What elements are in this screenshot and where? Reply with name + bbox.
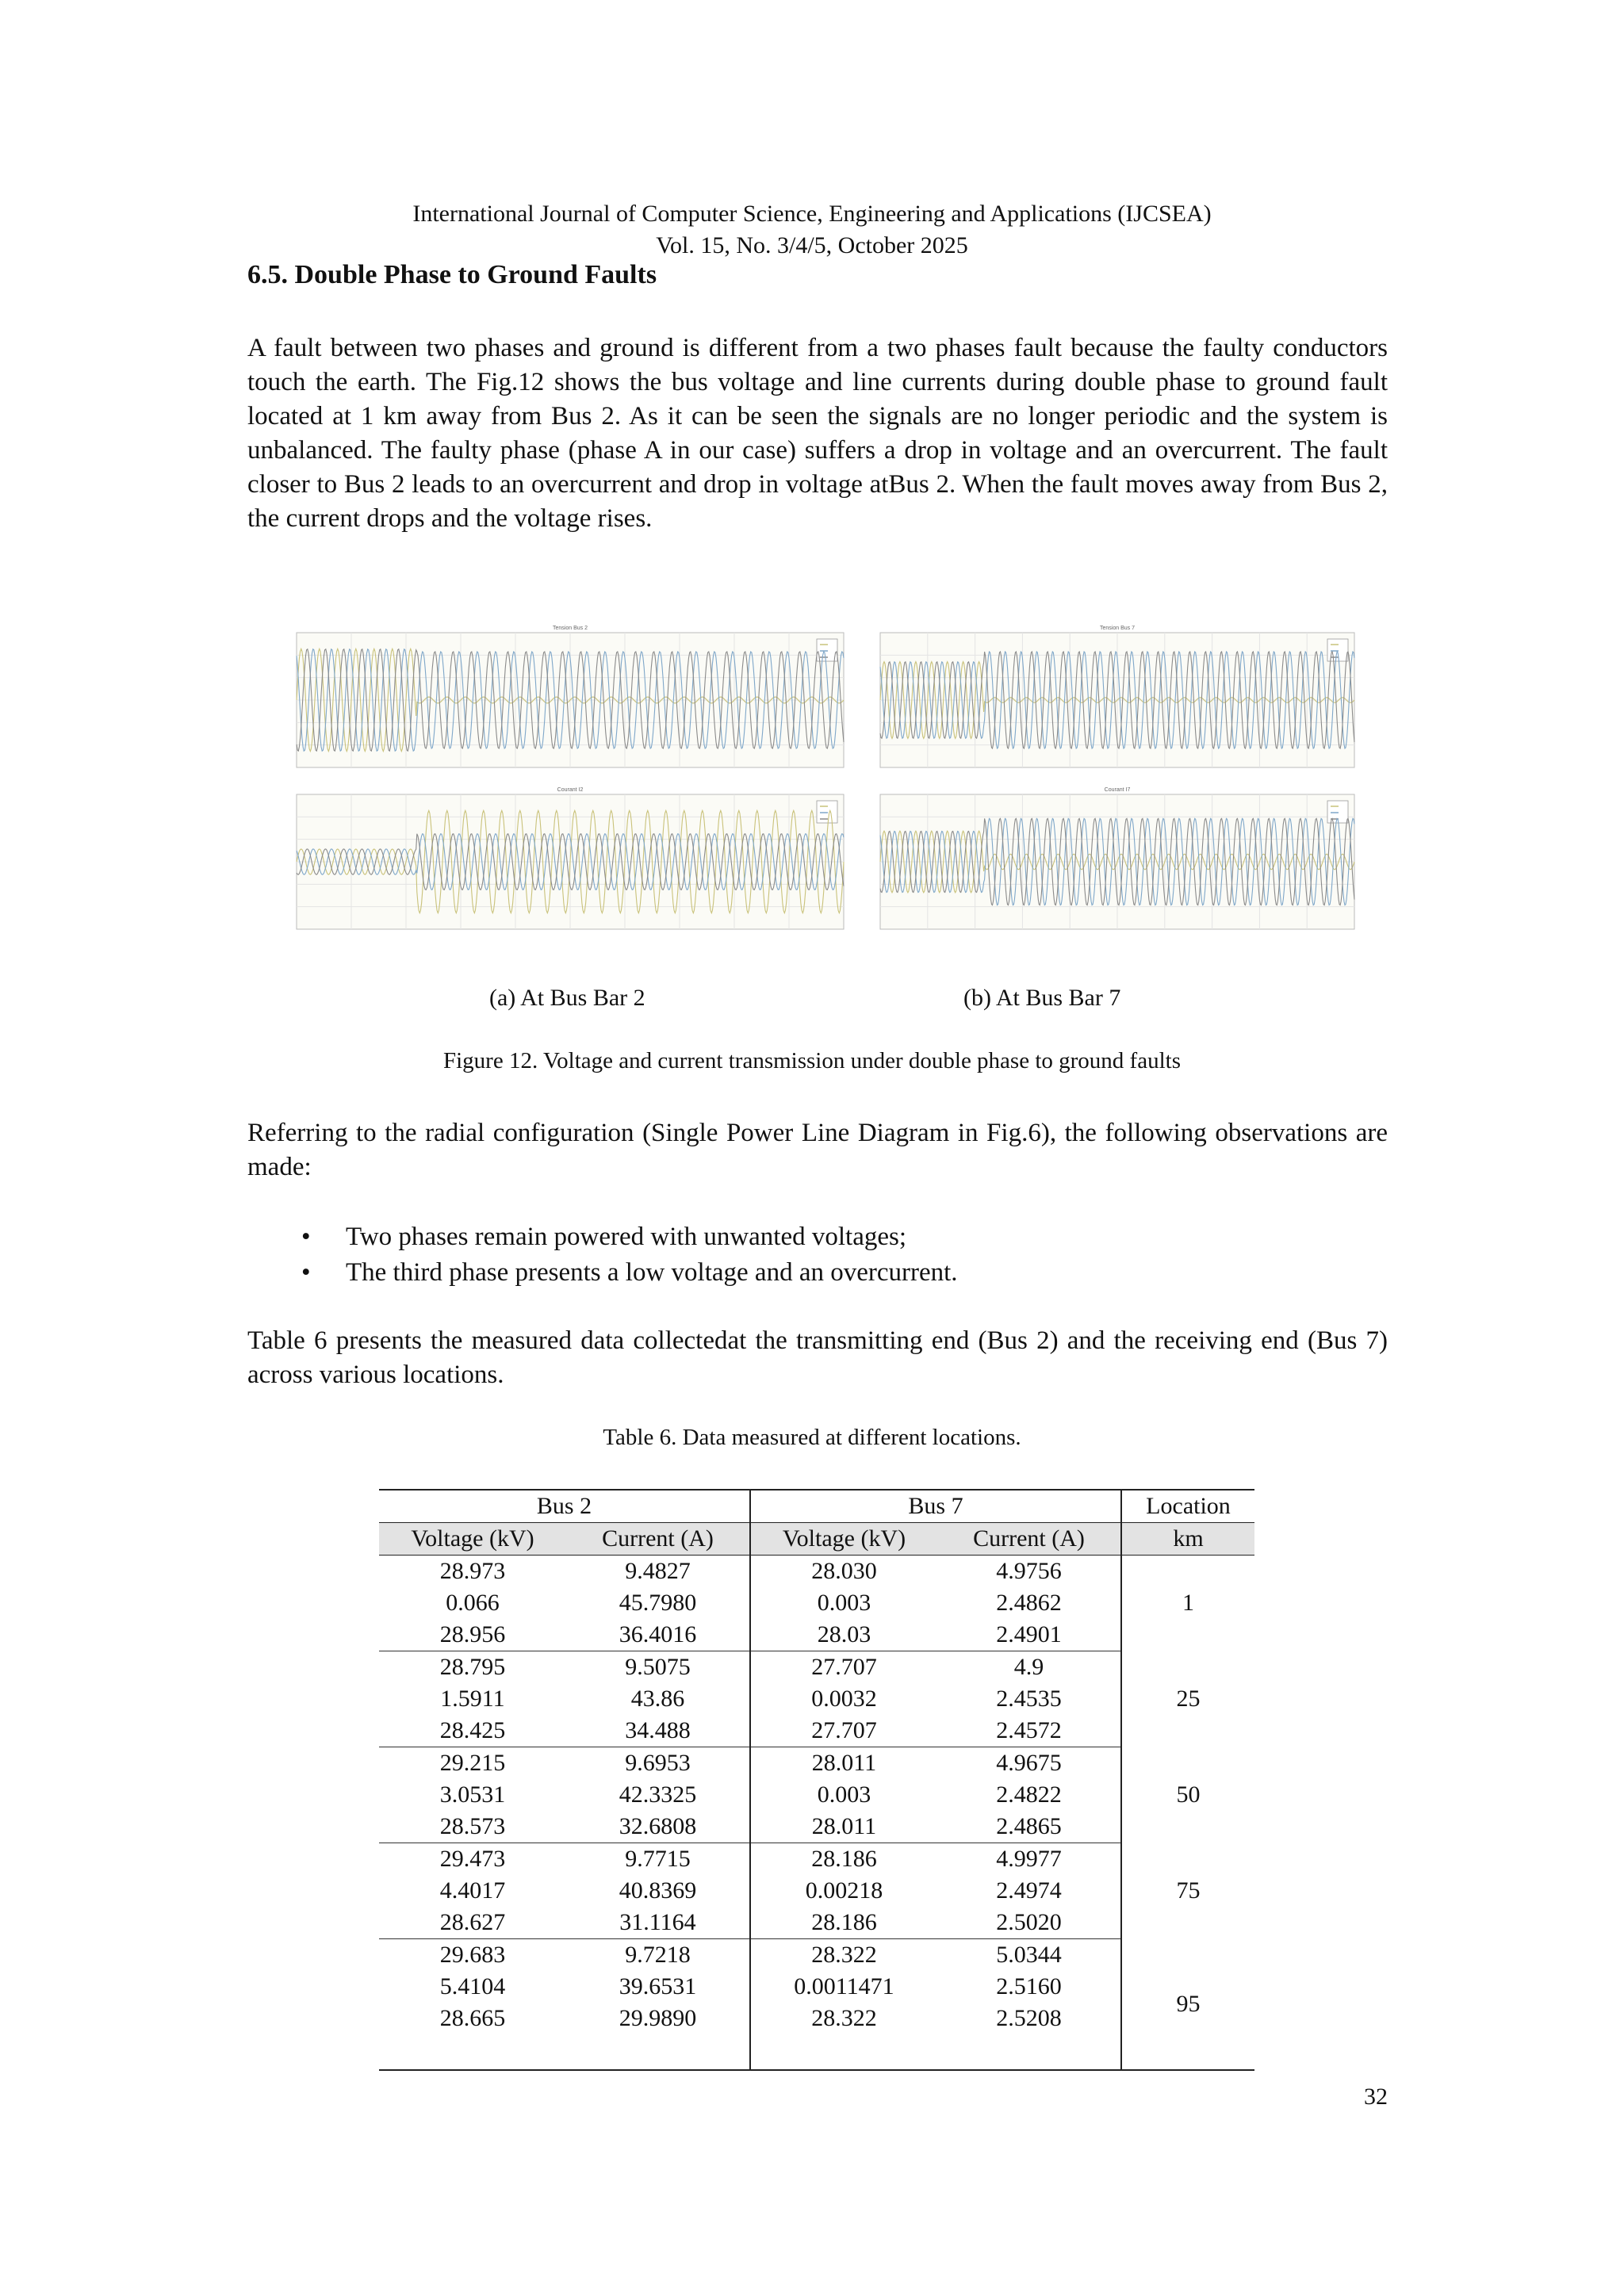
table-cell: 9.6953	[566, 1747, 750, 1780]
table-cell: 9.4827	[566, 1556, 750, 1588]
table-body	[379, 1556, 1254, 2071]
waveform-plot-bus2	[285, 618, 856, 943]
plot-title: Courant I2	[557, 787, 584, 793]
table-group-header-bus7: Bus 7	[750, 1490, 1121, 1523]
table-row	[379, 1747, 1254, 1780]
table-cell: 28.573	[379, 1811, 566, 1843]
figure-caption-b: (b) At Bus Bar 7	[963, 985, 1121, 1011]
table-cell: 9.7715	[566, 1843, 750, 1876]
table-cell: 0.003	[817, 1781, 871, 1808]
table-cell: 0.0011471	[794, 1973, 894, 1999]
table-caption: Table 6. Data measured at different locations.	[603, 1425, 1021, 1450]
table-cell: 4.9756	[937, 1556, 1121, 1588]
table-cell: 2.4901	[937, 1619, 1121, 1651]
page-number: 32	[1364, 2084, 1388, 2110]
table-cell: 31.1164	[566, 1907, 750, 1939]
plot-title: Tension Bus 7	[1100, 626, 1135, 631]
table-subheader: Current (A)	[566, 1523, 750, 1556]
figure-caption: Figure 12. Voltage and current transmission under double phase to ground faults	[443, 1048, 1181, 1073]
table-cell-location: 50	[1176, 1781, 1201, 1808]
table-cell: 1.5911	[440, 1686, 505, 1712]
table-cell: 0.0032	[811, 1686, 877, 1712]
figure-caption-a: (a) At Bus Bar 2	[489, 985, 645, 1011]
table-cell: 29.683	[439, 1942, 506, 1968]
table-cell: 2.5208	[937, 2003, 1121, 2034]
table-cell: 3.0531	[439, 1781, 506, 1808]
table-cell: 0.003	[817, 1590, 871, 1616]
table-cell: 28.322	[811, 1942, 877, 1968]
table-row	[379, 1556, 1254, 1588]
table-cell: 42.3325	[566, 1779, 750, 1811]
table-cell-location: 25	[1176, 1686, 1201, 1712]
table-cell: 40.8369	[566, 1875, 750, 1907]
table-cell: 2.4572	[937, 1715, 1121, 1747]
table-cell: 28.186	[811, 1846, 877, 1872]
table-cell: 28.795	[439, 1654, 506, 1680]
table-cell-location: 75	[1176, 1877, 1201, 1904]
table-cell: 32.6808	[566, 1811, 750, 1843]
table-cell: 28.03	[750, 1619, 937, 1651]
table-cell: 4.9	[937, 1651, 1121, 1684]
observations-list	[301, 1219, 958, 1291]
journal-header-line1: International Journal of Computer Science, Engineering and Applications (IJCSEA)	[412, 201, 1212, 227]
table-cell: 36.4016	[566, 1619, 750, 1651]
table-cell: 28.627	[379, 1907, 566, 1939]
table-cell: 28.186	[750, 1907, 937, 1939]
table-row	[379, 1843, 1254, 1876]
paragraph-table-intro: Table 6 presents the measured data collectedat the transmitting end (Bus 2) and the receiving end (Bus 7) across various locations.	[247, 1326, 1388, 1389]
plot-title: Courant I7	[1104, 787, 1131, 793]
table-cell: 2.4535	[937, 1683, 1121, 1715]
table-cell: 43.86	[566, 1683, 750, 1715]
table-cell: 28.973	[439, 1558, 506, 1584]
plot-voltage-bus7	[880, 626, 1354, 767]
table-cell: 29.9890	[566, 2003, 750, 2034]
table-cell: 28.665	[439, 2005, 506, 2031]
paragraph-fault-description: A fault between two phases and ground is different from a two phases fault because the faulty conductors touch the earth. The Fig.12 shows the bus voltage and line currents during double phase to ground fault located at 1 km away from Bus 2. As it can be seen the signals are no longer periodic and the system is unbalanced. The faulty phase (phase A in our case) suffers a drop in voltage and an overcurrent. The fault closer to Bus 2 leads to an overcurrent and drop in voltage atBus 2. When the fault moves away from Bus 2, the current drops and the voltage rises.	[247, 334, 1388, 533]
table-cell: 29.215	[439, 1750, 506, 1776]
table-group-header-bus2: Bus 2	[379, 1490, 750, 1523]
table-cell: 45.7980	[566, 1587, 750, 1619]
table-cell: 27.707	[811, 1654, 877, 1680]
journal-header-line2: Vol. 15, No. 3/4/5, October 2025	[656, 232, 968, 258]
table-cell: 28.011	[811, 1750, 877, 1776]
table-cell: 34.488	[566, 1715, 750, 1747]
table-cell: 5.4104	[439, 1973, 506, 1999]
waveform-plot-bus7	[872, 618, 1364, 943]
plot-legend	[817, 801, 837, 823]
table-cell: 2.5020	[937, 1907, 1121, 1939]
table-row	[379, 1651, 1254, 1684]
list-item: • The third phase presents a low voltage and an overcurrent.	[301, 1255, 958, 1291]
table-cell: 4.4017	[439, 1877, 506, 1904]
table-cell: 2.5160	[937, 1971, 1121, 2003]
table-cell: 0.066	[446, 1590, 500, 1616]
section-title: 6.5. Double Phase to Ground Faults	[247, 260, 657, 289]
data-table	[379, 1489, 1254, 2071]
table-cell: 39.6531	[566, 1971, 750, 2003]
plot-current-bus7	[880, 787, 1354, 929]
table-cell: 2.4865	[937, 1811, 1121, 1843]
table-group-header-location: Location	[1121, 1490, 1254, 1523]
table-cell: 2.4974	[937, 1875, 1121, 1907]
table-cell: 5.0344	[937, 1939, 1121, 1972]
table-cell: 2.4822	[937, 1779, 1121, 1811]
paragraph-observations-intro: Referring to the radial configuration (Single Power Line Diagram in Fig.6), the following observations are made:	[247, 1119, 1388, 1181]
table-cell: 4.9675	[937, 1747, 1121, 1780]
table-cell: 0.00218	[805, 1877, 883, 1904]
table-cell: 28.322	[811, 2005, 877, 2031]
figure-panel-a	[285, 618, 856, 947]
table-subheader: Voltage (kV)	[750, 1523, 937, 1556]
table-cell: 4.9977	[937, 1843, 1121, 1876]
table-cell: 2.4862	[937, 1587, 1121, 1619]
table-cell-location: 95	[1121, 1939, 1254, 2071]
list-item: • Two phases remain powered with unwanted voltages;	[301, 1219, 958, 1255]
plot-voltage-bus2	[297, 626, 844, 767]
figure-panel-b	[872, 618, 1364, 947]
table-cell: 28.425	[379, 1715, 566, 1747]
plot-title: Tension Bus 2	[553, 626, 588, 631]
table-subheader: Current (A)	[937, 1523, 1121, 1556]
table-row	[379, 1939, 1254, 1972]
table-subheader: Voltage (kV)	[379, 1523, 566, 1556]
table-cell: 28.011	[750, 1811, 937, 1843]
table-cell: 28.956	[379, 1619, 566, 1651]
table-cell: 9.5075	[566, 1651, 750, 1684]
plot-current-bus2	[297, 787, 844, 929]
table-cell: 9.7218	[566, 1939, 750, 1972]
table-cell: 28.030	[811, 1558, 877, 1584]
table-cell: 29.473	[439, 1846, 506, 1872]
table-cell: 27.707	[750, 1715, 937, 1747]
table-subheader: km	[1121, 1523, 1254, 1556]
table-cell-location: 1	[1182, 1590, 1194, 1617]
